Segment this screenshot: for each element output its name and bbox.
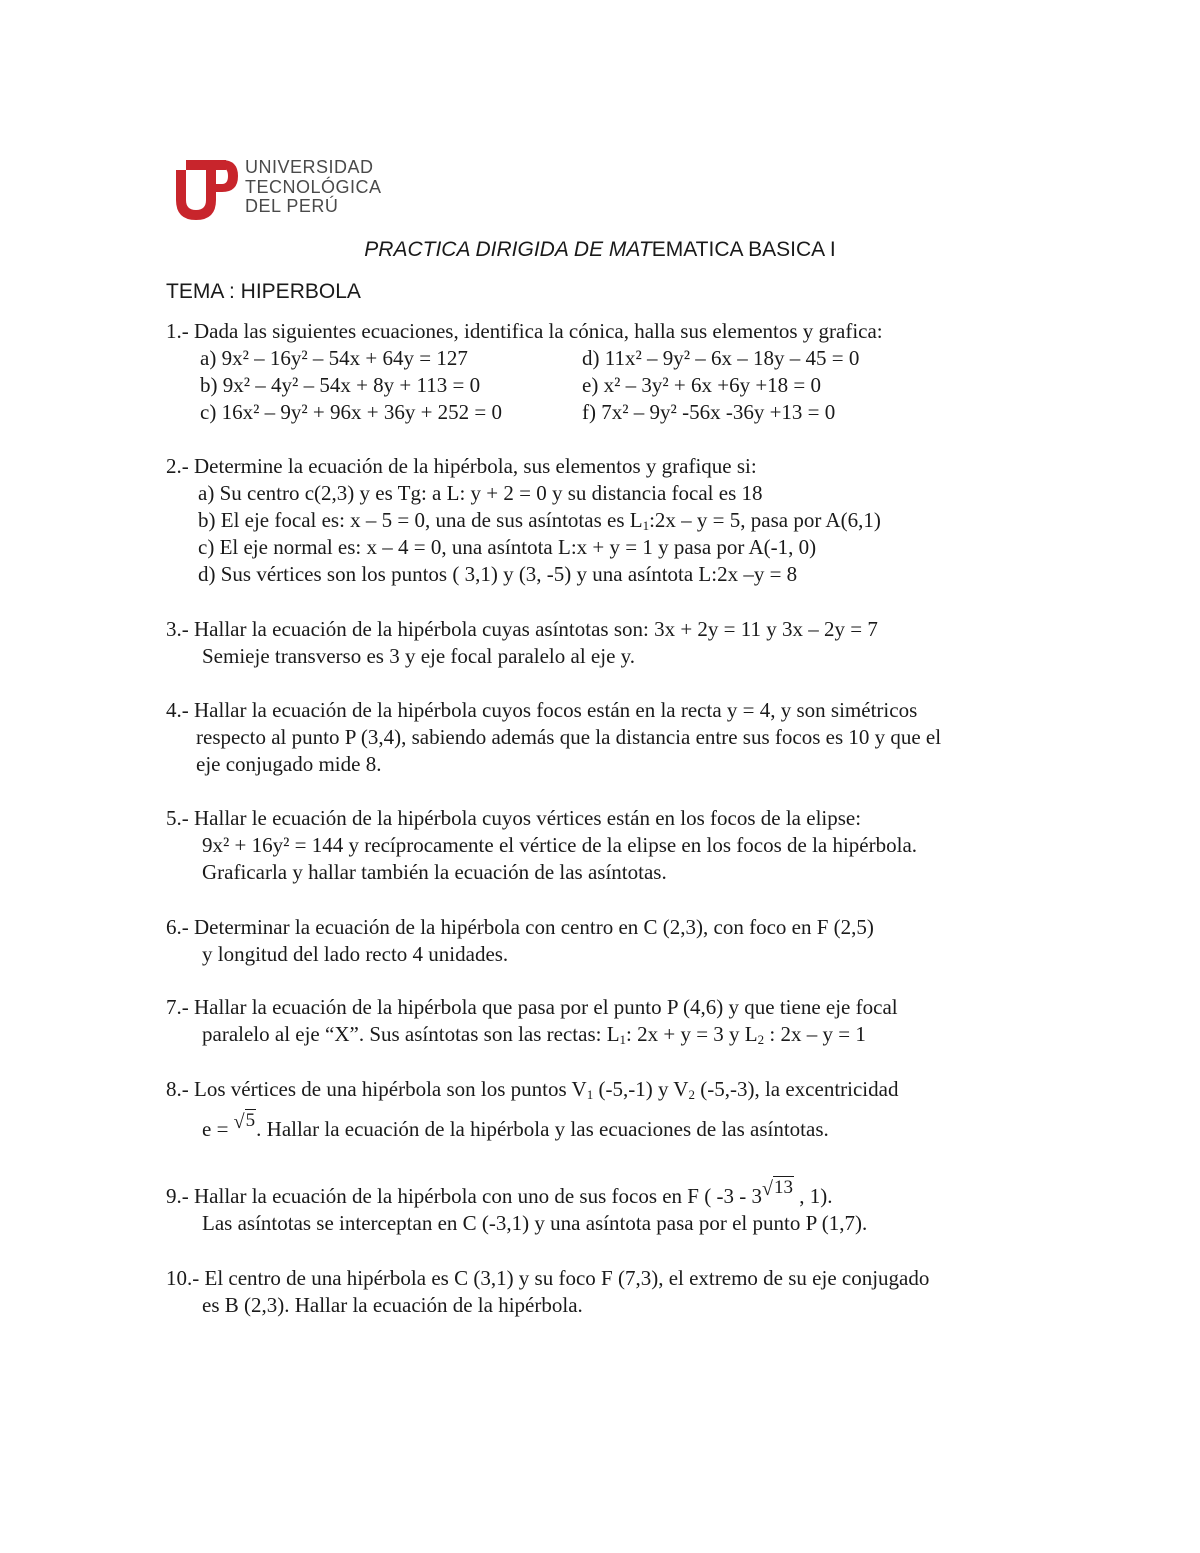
problem-7-line-2	[202, 1021, 866, 1048]
problem-7-l2-a: paralelo al eje “X”. Sus asíntotas son las rectas: L	[202, 1022, 620, 1046]
problem-2-stem: 2.- Determine la ecuación de la hipérbola, sus elementos y grafique si:	[166, 454, 757, 478]
problem-2-item-a: a) Su centro c(2,3) y es Tg: a L: y + 2 = 0 y su distancia focal es 18	[198, 481, 763, 505]
problem-2-item-b	[198, 507, 881, 534]
problem-7-l2-sub1: 1	[619, 1032, 627, 1047]
logo-line-2: TECNOLÓGICA	[245, 176, 382, 197]
problem-8-l1-b: (-5,-1) y V	[593, 1077, 689, 1101]
problem-8-l1-a: 8.- Los vértices de una hipérbola son los puntos V	[166, 1077, 587, 1101]
problem-2-b-post: :2x – y = 5, pasa por A(6,1)	[649, 508, 881, 532]
problem-2-item-c: c) El eje normal es: x – 4 = 0, una asíntota L:x + y = 1 y pasa por A(-1, 0)	[198, 535, 817, 559]
logo-line-1: UNIVERSIDAD	[245, 157, 374, 177]
problem-7-line-1: 7.- Hallar la ecuación de la hipérbola que pasa por el punto P (4,6) y que tiene eje focal	[166, 995, 898, 1019]
problem-1-item-a: a) 9x² – 16y² – 54x + 64y = 127	[200, 346, 468, 370]
problem-2-b-pre: b) El eje focal es: x – 5 = 0, una de sus asíntotas es L	[198, 508, 643, 532]
problem-8-line-1	[166, 1076, 898, 1103]
problem-3-line-1: 3.- Hallar la ecuación de la hipérbola cuyas asíntotas son: 3x + 2y = 11 y 3x – 2y = 7	[166, 617, 878, 641]
sqrt-symbol: √5	[233, 1110, 256, 1133]
problem-9-l1-b: , 1).	[793, 1184, 833, 1208]
problem-5-line-3: Graficarla y hallar también la ecuación de las asíntotas.	[202, 860, 667, 884]
problem-10-line-1: 10.- El centro de una hipérbola es C (3,1) y su foco F (7,3), el extremo de su eje conjugado	[166, 1266, 930, 1290]
problem-8-radicand: 5	[245, 1110, 256, 1131]
problem-4-line-3: eje conjugado mide 8.	[196, 752, 382, 776]
problem-1-item-b: b) 9x² – 4y² – 54x + 8y + 113 = 0	[200, 373, 481, 397]
problem-8-line-2	[202, 1110, 829, 1144]
problem-5-line-1: 5.- Hallar le ecuación de la hipérbola cuyos vértices están en los focos de la elipse:	[166, 806, 862, 830]
problem-9-radicand: 13	[773, 1177, 793, 1198]
topic-heading: TEMA : HIPERBOLA	[166, 280, 361, 303]
problem-10-line-2: es B (2,3). Hallar la ecuación de la hipérbola.	[202, 1293, 583, 1317]
problem-6-line-1: 6.- Determinar la ecuación de la hipérbola con centro en C (2,3), con foco en F (2,5)	[166, 915, 874, 939]
problem-1-stem: 1.- Dada las siguientes ecuaciones, identifica la cónica, halla sus elementos y grafica:	[166, 319, 883, 343]
problem-1-item-d: d) 11x² – 9y² – 6x – 18y – 45 = 0	[582, 346, 860, 370]
problem-4-line-2: respecto al punto P (3,4), sabiendo además que la distancia entre sus focos es 10 y que el	[196, 725, 942, 749]
problem-5-line-2: 9x² + 16y² = 144 y recíprocamente el vértice de la elipse en los focos de la hipérbola.	[202, 833, 918, 857]
logo-line-3: DEL PERÚ	[245, 196, 339, 216]
problem-9-line-2: Las asíntotas se interceptan en C (-3,1) y una asíntota pasa por el punto P (1,7).	[202, 1211, 868, 1235]
title-rest-part: EMATICA BASICA I	[651, 238, 836, 261]
problem-7-l2-c: : 2x – y = 1	[764, 1022, 866, 1046]
title-italic-part: PRACTICA DIRIGIDA DE MAT	[364, 238, 652, 261]
problem-8-l1-sub2: 2	[688, 1087, 695, 1102]
problem-4-line-1: 4.- Hallar la ecuación de la hipérbola cuyos focos están en la recta y = 4, y son simétricos	[166, 698, 918, 722]
problem-1-item-c: c) 16x² – 9y² + 96x + 36y + 252 = 0	[200, 400, 503, 424]
problem-7-l2-b: : 2x + y = 3 y L	[626, 1022, 758, 1046]
problem-1-item-f: f) 7x² – 9y² -56x -36y +13 = 0	[582, 400, 836, 424]
problem-9-line-1	[166, 1177, 833, 1211]
problem-8-l2-b: . Hallar la ecuación de la hipérbola y las ecuaciones de las asíntotas.	[256, 1117, 829, 1141]
problem-9-l1-a: 9.- Hallar la ecuación de la hipérbola con uno de sus focos en F ( -3 - 3	[166, 1184, 762, 1208]
problem-2-b-sub: 1	[642, 518, 650, 533]
problem-2-item-d: d) Sus vértices son los puntos ( 3,1) y (3, -5) y una asíntota L:2x –y = 8	[198, 562, 798, 586]
logo-text	[245, 158, 382, 217]
problem-7-l2-sub2: 2	[757, 1032, 765, 1047]
page-title	[0, 238, 1200, 262]
problem-8-l2-a: e =	[202, 1117, 234, 1141]
problem-8-l1-c: (-5,-3), la excentricidad	[694, 1077, 899, 1101]
problem-8-l1-sub1: 1	[586, 1087, 594, 1102]
problem-3-line-2: Semieje transverso es 3 y eje focal paralelo al eje y.	[202, 644, 636, 668]
sqrt-symbol: √13	[761, 1177, 793, 1200]
problem-1-item-e: e) x² – 3y² + 6x +6y +18 = 0	[582, 373, 822, 397]
problem-6-line-2: y longitud del lado recto 4 unidades.	[202, 942, 509, 966]
